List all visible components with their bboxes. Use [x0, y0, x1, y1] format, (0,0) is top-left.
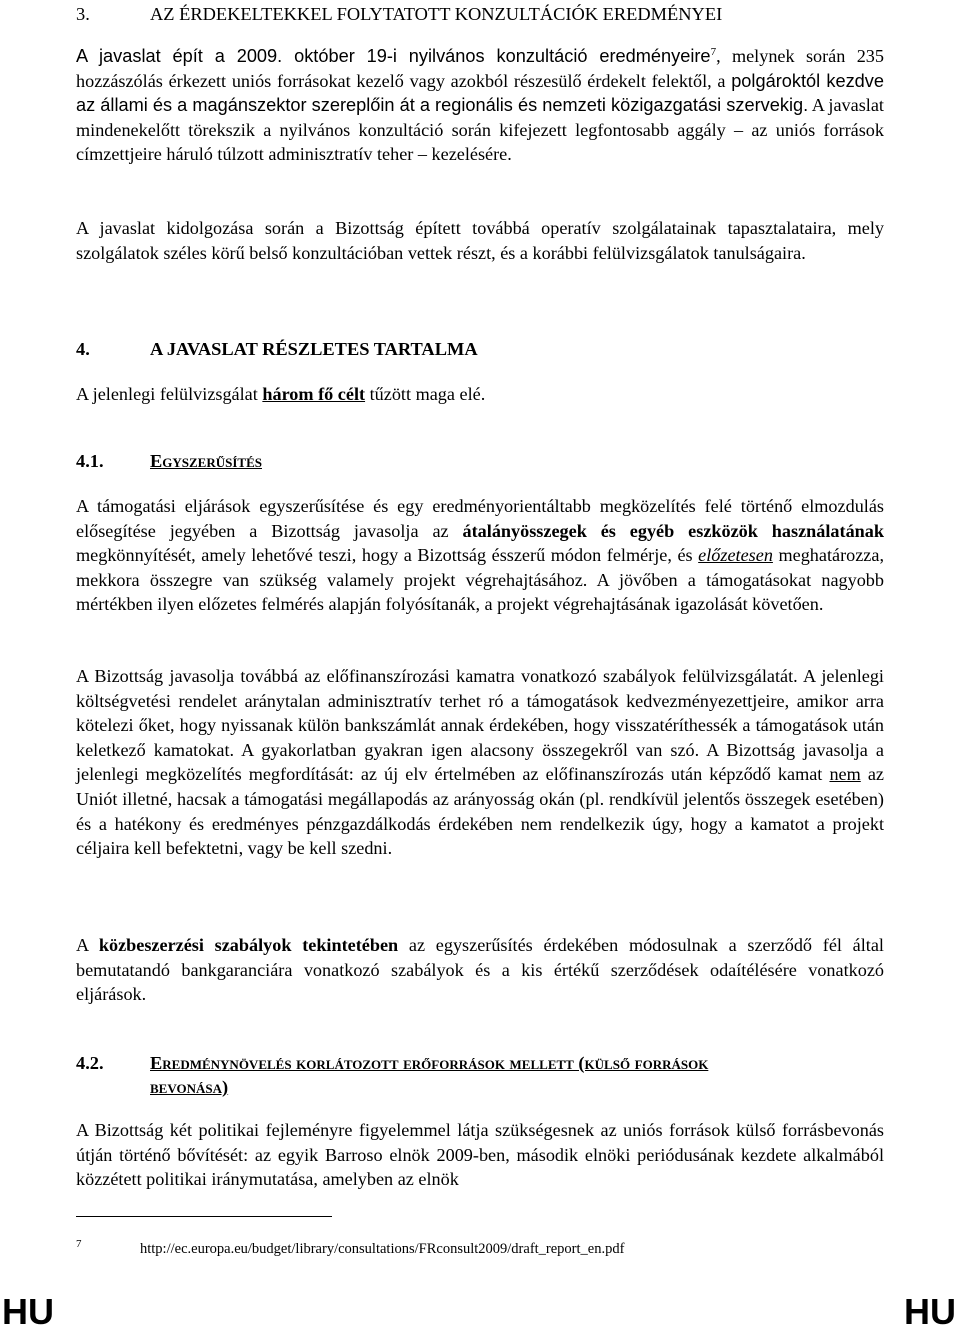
- paragraph-text: A javaslat mindenekelőtt törekszik a nyilvános konzultáció során kifejezett legfontosabb aggály – az uniós források címzettjeire háruló túlzott adminisztratív teher – kezelésére.: [76, 95, 884, 165]
- paragraph-text: , melynek során 235 hozzászólás érkezett uniós forrásokat kezelő vagy azokból részesülő érdekelt felektől, a: [76, 46, 884, 91]
- footnote-reference[interactable]: 7: [710, 45, 717, 58]
- section-4-title: A JAVASLAT RÉSZLETES TARTALMA: [150, 339, 478, 359]
- paragraph-emphasis: átalányösszegek és egyéb eszközök használatának: [462, 520, 884, 541]
- section-4-heading: [76, 337, 884, 361]
- section-4-1-number: 4.1.: [76, 451, 104, 471]
- section-3-title: AZ ÉRDEKELTEKKEL FOLYTATOTT KONZULTÁCIÓK EREDMÉNYEI: [150, 4, 723, 24]
- footnote-divider: [76, 1216, 332, 1217]
- section-4-2-heading: [76, 1051, 884, 1099]
- footnote-number: 7: [76, 1238, 82, 1250]
- section-3-paragraph-2: A javaslat kidolgozása során a Bizottság épített továbbá operatív szolgálatainak tapasztalataira, mely szolgálatok széles körű belső konzultációban vettek részt, és a korábbi felülvizsgálatok tanulságaira.: [76, 218, 884, 263]
- intro-emphasis: három fő célt: [262, 384, 366, 404]
- paragraph-text: az Uniót illetné, hacsak a támogatási megállapodás az arányosság okán (pl. rendkívül jelentős összegek esetében) és a hatékony és eredményes pénzgazdálkodás érdekében nem rendelkezik úgy, hogy a kamatot a projekt céljaira kell befektetni, vagy be kell szedni.: [76, 764, 884, 859]
- paragraph-emphasis: közbeszerzési szabályok tekintetében: [98, 935, 399, 955]
- section-4-1-paragraph-2: [76, 664, 884, 861]
- paragraph-text: polgároktól kezdve az állami és a magánszektor szereplőin át a regionális és nemzeti közigazgatási szervekig.: [76, 70, 885, 116]
- paragraph-text: A Bizottság javasolja továbbá az előfinanszírozási kamatra vonatkozó szabályok felülvizsgálatát. A jelenlegi költségvetési rendelet aránytalan adminisztratív terhet ró a támogatások kedvezményezettjeire, amikor arra kötelezi őket, hogy nyissanak külön bankszámlát annak érdekében, hogy visszatéríthessék a támogatások után keletkező kamatokat. A gyakorlatban gyakran igen alacsony összegekről van szó. A Bizottság javasolja a jelenlegi megközelítés megfordítását: az új elv értelmében az előfinanszírozás után képződő kamat: [76, 666, 884, 785]
- footnote-url-link[interactable]: http://ec.europa.eu/budget/library/consultations/FRconsult2009/draft_report_en.pdf: [140, 1241, 625, 1257]
- section-4-2-title-line-1: Eredménynövelés korlátozott erőforrások mellett (külső források: [150, 1053, 709, 1073]
- paragraph-text: megkönnyítését, amely lehetővé teszi, hogy a Bizottság ésszerű módon felmérje, és: [76, 545, 699, 566]
- section-4-2-title-line-2: bevonása): [150, 1077, 229, 1097]
- paragraph-text: A: [76, 935, 99, 955]
- paragraph-text: október 19-i nyilvános konzultáció eredményeire: [282, 46, 711, 66]
- section-4-1-title: Egyszerűsítés: [150, 451, 262, 471]
- section-4-1-heading: [76, 449, 884, 473]
- paragraph-text: meghatározza, mekkora összegre van szükség valamely projekt végrehajtásához. A jövőben a támogatásokat nagyobb mértékben ilyen előzetes felmérés alapján folyósítanák, a projekt végrehajtásának igazolását követően.: [76, 545, 884, 615]
- paragraph-emphasis: előzetesen: [698, 545, 773, 566]
- section-3-heading: [76, 2, 884, 26]
- section-4-intro: [76, 382, 884, 407]
- section-4-2-number: 4.2.: [76, 1053, 104, 1073]
- footer-language-left: HU: [2, 1291, 54, 1332]
- intro-text: tűzött maga elé.: [365, 384, 486, 404]
- footer-language-right: HU: [904, 1291, 956, 1332]
- section-4-2-paragraph-1: A Bizottság két politikai fejleményre figyelemmel látja szükségesnek az uniós források külső forrásbevonás útján történő bővítését: az egyik Barroso elnök 2009-ben, második elnöki periódusának kezdete alkalmából közzétett politikai iránymutatása, amelyben az elnök: [76, 1120, 884, 1190]
- paragraph-emphasis: nem: [829, 764, 861, 785]
- section-4-1-paragraph-1: [76, 494, 884, 617]
- section-3-paragraph-1: [76, 44, 884, 167]
- paragraph-intro: A javaslat épít a 2009.: [76, 46, 283, 66]
- paragraph-text: A támogatási eljárások egyszerűsítése és egy eredményorientáltabb megközelítés felé történő elmozdulás elősegítése jegyében a Bizottság javasolja az: [76, 496, 884, 541]
- section-3-number: 3.: [76, 4, 90, 24]
- section-4-number: 4.: [76, 339, 90, 359]
- section-4-1-paragraph-3: [76, 933, 884, 1007]
- paragraph-text: az egyszerűsítés érdekében módosulnak a szerződő fél által bemutatandó bankgaranciára vonatkozó szabályok és a kis értékű szerződések odaítélésére vonatkozó eljárások.: [76, 935, 884, 1005]
- intro-text: A jelenlegi felülvizsgálat: [76, 384, 263, 404]
